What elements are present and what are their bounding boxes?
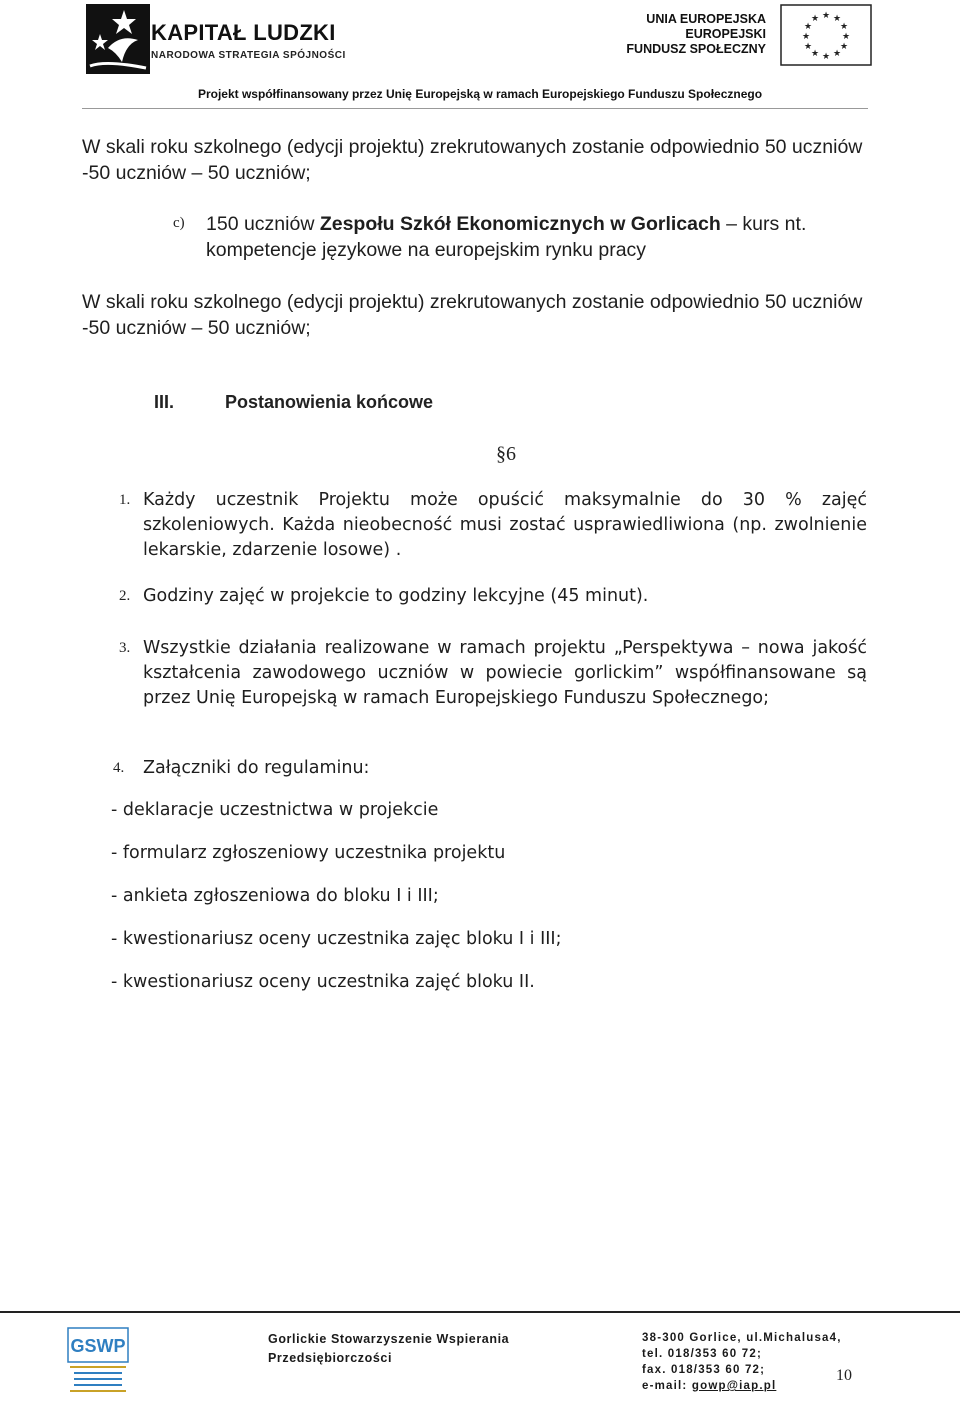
eu-label-line3: FUNDUSZ SPOŁECZNY xyxy=(626,42,766,56)
org-line2: Przedsiębiorczości xyxy=(268,1351,393,1365)
point-text: Załączniki do regulaminu: xyxy=(143,758,370,778)
email-link[interactable]: gowp@iap.pl xyxy=(691,1380,777,1392)
recruitment-paragraph-1: W skali roku szkolnego (edycji projektu) zrekrutowanych zostanie odpowiednio 50 uczniów -50 uczniów – 50 uczniów; xyxy=(82,136,863,184)
eu-label-line2: EUROPEJSKI xyxy=(685,27,766,41)
page-number: 10 xyxy=(836,1367,852,1384)
svg-text:★: ★ xyxy=(810,14,820,24)
gswp-logo-icon xyxy=(66,1326,130,1396)
svg-text:★: ★ xyxy=(810,49,820,59)
svg-text:★: ★ xyxy=(839,22,849,32)
section-title: Postanowienia końcowe xyxy=(225,392,434,412)
list-item-c-line2: kompetencje językowe na europejskim rynku pracy xyxy=(206,239,647,261)
svg-text:★: ★ xyxy=(803,22,813,32)
attachment-item: - formularz zgłoszeniowy uczestnika projektu xyxy=(111,843,506,863)
school-name: Zespołu Szkół Ekonomicznych w Gorlicach xyxy=(319,213,721,235)
kapital-ludzki-subtitle: NARODOWA STRATEGIA SPÓJNOŚCI xyxy=(151,50,346,61)
kapital-ludzki-title: KAPITAŁ LUDZKI xyxy=(151,20,336,45)
svg-text:★: ★ xyxy=(839,42,849,52)
eu-label-line1: UNIA EUROPEJSKA xyxy=(646,12,766,26)
attachment-item: - kwestionariusz oceny uczestnika zajęc bloku I i III; xyxy=(111,929,562,949)
svg-text:★: ★ xyxy=(841,32,851,42)
point-text: Godziny zajęć w projekcie to godziny lekcyjne (45 minut). xyxy=(143,586,649,606)
list-item-c xyxy=(206,211,866,263)
svg-text:★: ★ xyxy=(821,11,831,21)
footer-address xyxy=(642,1330,842,1394)
attachment-item: - deklaracje uczestnictwa w projekcie xyxy=(111,800,439,820)
footer-organization xyxy=(268,1330,509,1368)
recruitment-paragraph-2: W skali roku szkolnego (edycji projektu) zrekrutowanych zostanie odpowiednio 50 uczniów -50 uczniów – 50 uczniów; xyxy=(82,291,863,339)
email-label: e-mail: xyxy=(642,1380,692,1392)
svg-text:★: ★ xyxy=(832,14,842,24)
gswp-logo-text: GSWP xyxy=(70,1336,126,1356)
address-line: 38-300 Gorlice, ul.Michalusa4, xyxy=(642,1332,842,1344)
footer-divider xyxy=(0,1311,960,1313)
list-marker-c: c) xyxy=(173,215,185,231)
point-number: 1. xyxy=(119,492,131,508)
attachment-item: - kwestionariusz oceny uczestnika zajęć bloku II. xyxy=(111,972,535,992)
header-divider xyxy=(82,108,868,109)
header-cofinancing-note: Projekt współfinansowany przez Unię Europejską w ramach Europejskiego Funduszu Społecznego xyxy=(197,87,763,101)
point-text: Wszystkie działania realizowane w ramach projektu „Perspektywa – nowa jakość kształcenia zawodowego uczniów w powiecie gorlickim” współfinansowane są przez Unię Europejską w ramach Europejskiego Funduszu Społecznego; xyxy=(143,638,867,708)
email-line xyxy=(642,1378,842,1394)
fax-line: fax. 018/353 60 72; xyxy=(642,1364,766,1376)
list-item-c-pre: 150 uczniów xyxy=(206,213,320,235)
paragraph-mark: §6 xyxy=(496,443,516,465)
point-number: 3. xyxy=(119,640,131,656)
point-text: Każdy uczestnik Projektu może opuścić maksymalnie do 30 % zajęć szkoleniowych. Każda nieobecność musi zostać usprawiedliwiona (np. zwolnienie lekarskie, zdarzenie losowe) . xyxy=(143,490,867,560)
attachment-item: - ankieta zgłoszeniowa do bloku I i III; xyxy=(111,886,439,906)
eu-fund-label xyxy=(626,12,766,57)
point-number: 4. xyxy=(113,760,125,776)
svg-text:★: ★ xyxy=(832,49,842,59)
svg-text:★: ★ xyxy=(821,52,831,62)
org-line1: Gorlickie Stowarzyszenie Wspierania xyxy=(268,1332,510,1346)
point-number: 2. xyxy=(119,588,131,604)
phone-line: tel. 018/353 60 72; xyxy=(642,1348,762,1360)
eu-flag-icon xyxy=(780,4,872,66)
section-number: III. xyxy=(154,392,175,412)
svg-text:★: ★ xyxy=(803,42,813,52)
kapital-ludzki-logo-icon xyxy=(86,4,150,74)
svg-text:★: ★ xyxy=(801,32,811,42)
list-item-c-post: – kurs nt. xyxy=(720,213,807,235)
